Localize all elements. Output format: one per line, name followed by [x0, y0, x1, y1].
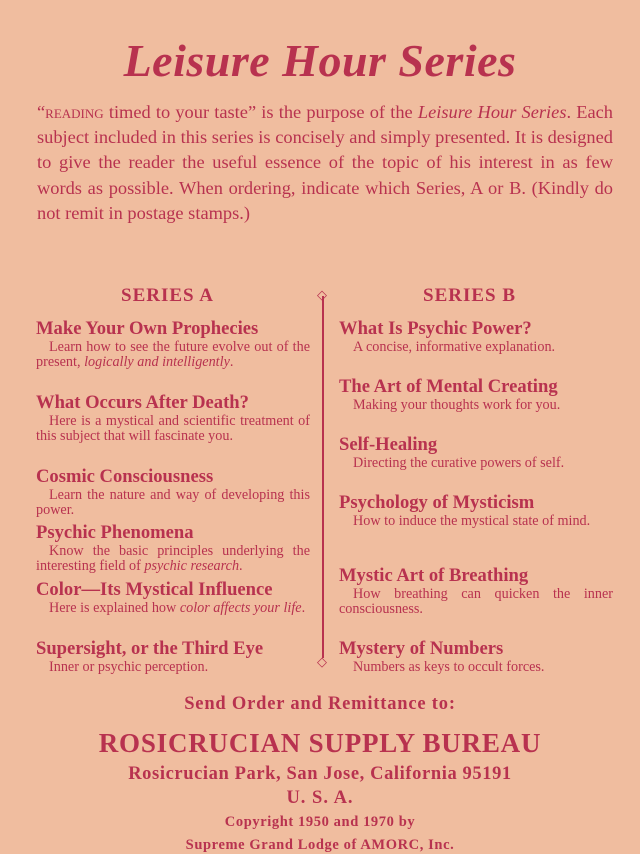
desc-text-end: .	[239, 557, 243, 574]
desc-text: Here is explained how	[49, 600, 180, 616]
item-description: How breathing can quicken the inner consciousness.	[339, 586, 613, 617]
desc-text: Inner or psychic perception.	[49, 659, 209, 675]
copyright-line: Copyright 1950 and 1970 by	[224, 814, 416, 830]
item-description	[36, 601, 310, 616]
item-title: Mystery of Numbers	[339, 638, 504, 659]
desc-emphasis: color affects your life	[179, 600, 302, 616]
page-title: Leisure Hour Series	[123, 35, 517, 86]
desc-emphasis: psychic research	[144, 557, 240, 574]
series-b-item	[339, 638, 613, 675]
desc-text-end: .	[301, 600, 306, 616]
item-title: Self-Healing	[339, 434, 438, 455]
item-description: How to induce the mystical state of mind.	[353, 513, 591, 529]
series-b-item	[339, 376, 613, 413]
item-title: Supersight, or the Third Eye	[36, 638, 264, 659]
item-description: A concise, informative explanation.	[353, 339, 556, 355]
diamond-ornament-icon: ◇	[317, 654, 327, 669]
item-title: What Occurs After Death?	[36, 392, 249, 413]
desc-text: Learn how to see the future evolve out of the present,	[36, 339, 310, 370]
series-a-heading: SERIES A	[121, 285, 215, 306]
item-title: Mystic Art of Breathing	[339, 565, 529, 586]
column-divider	[322, 296, 324, 658]
item-description	[36, 488, 310, 517]
item-description	[36, 544, 310, 573]
item-title: Color—Its Mystical Influence	[36, 579, 273, 600]
series-b-item	[339, 565, 613, 616]
bureau-name: ROSICRUCIAN SUPPLY BUREAU	[98, 728, 542, 758]
item-title: What Is Psychic Power?	[339, 318, 532, 339]
intro-text-1: timed to your taste” is the purpose of the	[103, 102, 418, 122]
series-b-item	[339, 318, 613, 355]
intro-quote-open: “	[37, 102, 46, 122]
series-a-item	[36, 638, 310, 675]
item-description: Making your thoughts work for you.	[353, 397, 561, 413]
intro-text-2: . Each subject included in this series is concisely and simply presented. It is designed to give the reader the useful essence of the topic of his interest in as few words as possible. When ordering, indicate which Series, A or B. (Kindly do not remit in postage stamps.)	[37, 102, 614, 223]
intro-series-name: Leisure Hour Series	[417, 102, 567, 122]
series-a-item	[36, 579, 310, 616]
publisher-line: Supreme Grand Lodge of AMORC, Inc.	[185, 837, 455, 853]
desc-text-end: .	[229, 353, 234, 370]
diamond-ornament-icon: ◇	[317, 287, 327, 302]
item-title: Make Your Own Prophecies	[36, 318, 259, 339]
series-a-item	[36, 392, 310, 443]
item-description	[36, 340, 310, 369]
desc-text: Here is a mystical and scientific treatment of this subject that will fascinate you.	[36, 413, 310, 444]
bureau-address: Rosicrucian Park, San Jose, California 95191	[128, 764, 512, 784]
series-a-item	[36, 466, 310, 517]
desc-emphasis: logically and intelligently	[84, 353, 230, 370]
desc-text: Learn the nature and way of developing this power.	[36, 487, 310, 518]
series-a-item	[36, 318, 310, 369]
item-description	[36, 660, 310, 675]
item-description	[36, 414, 310, 443]
item-title: Psychology of Mysticism	[339, 492, 535, 513]
send-order-line: Send Order and Remittance to:	[184, 694, 456, 714]
series-b-item	[339, 434, 613, 471]
series-b-heading: SERIES B	[423, 285, 517, 306]
item-title: Cosmic Consciousness	[36, 466, 214, 487]
series-b-item	[339, 492, 613, 529]
desc-text: Know the basic principles underlying the interesting field of	[36, 543, 310, 574]
item-title: The Art of Mental Creating	[339, 376, 558, 397]
item-title: Psychic Phenomena	[36, 522, 194, 543]
item-description: Directing the curative powers of self.	[353, 455, 565, 471]
intro-paragraph	[37, 100, 613, 226]
bureau-country: U. S. A.	[286, 788, 354, 808]
series-a-item	[36, 522, 310, 573]
intro-reading-word: reading	[45, 102, 104, 122]
item-description: Numbers as keys to occult forces.	[353, 659, 545, 675]
